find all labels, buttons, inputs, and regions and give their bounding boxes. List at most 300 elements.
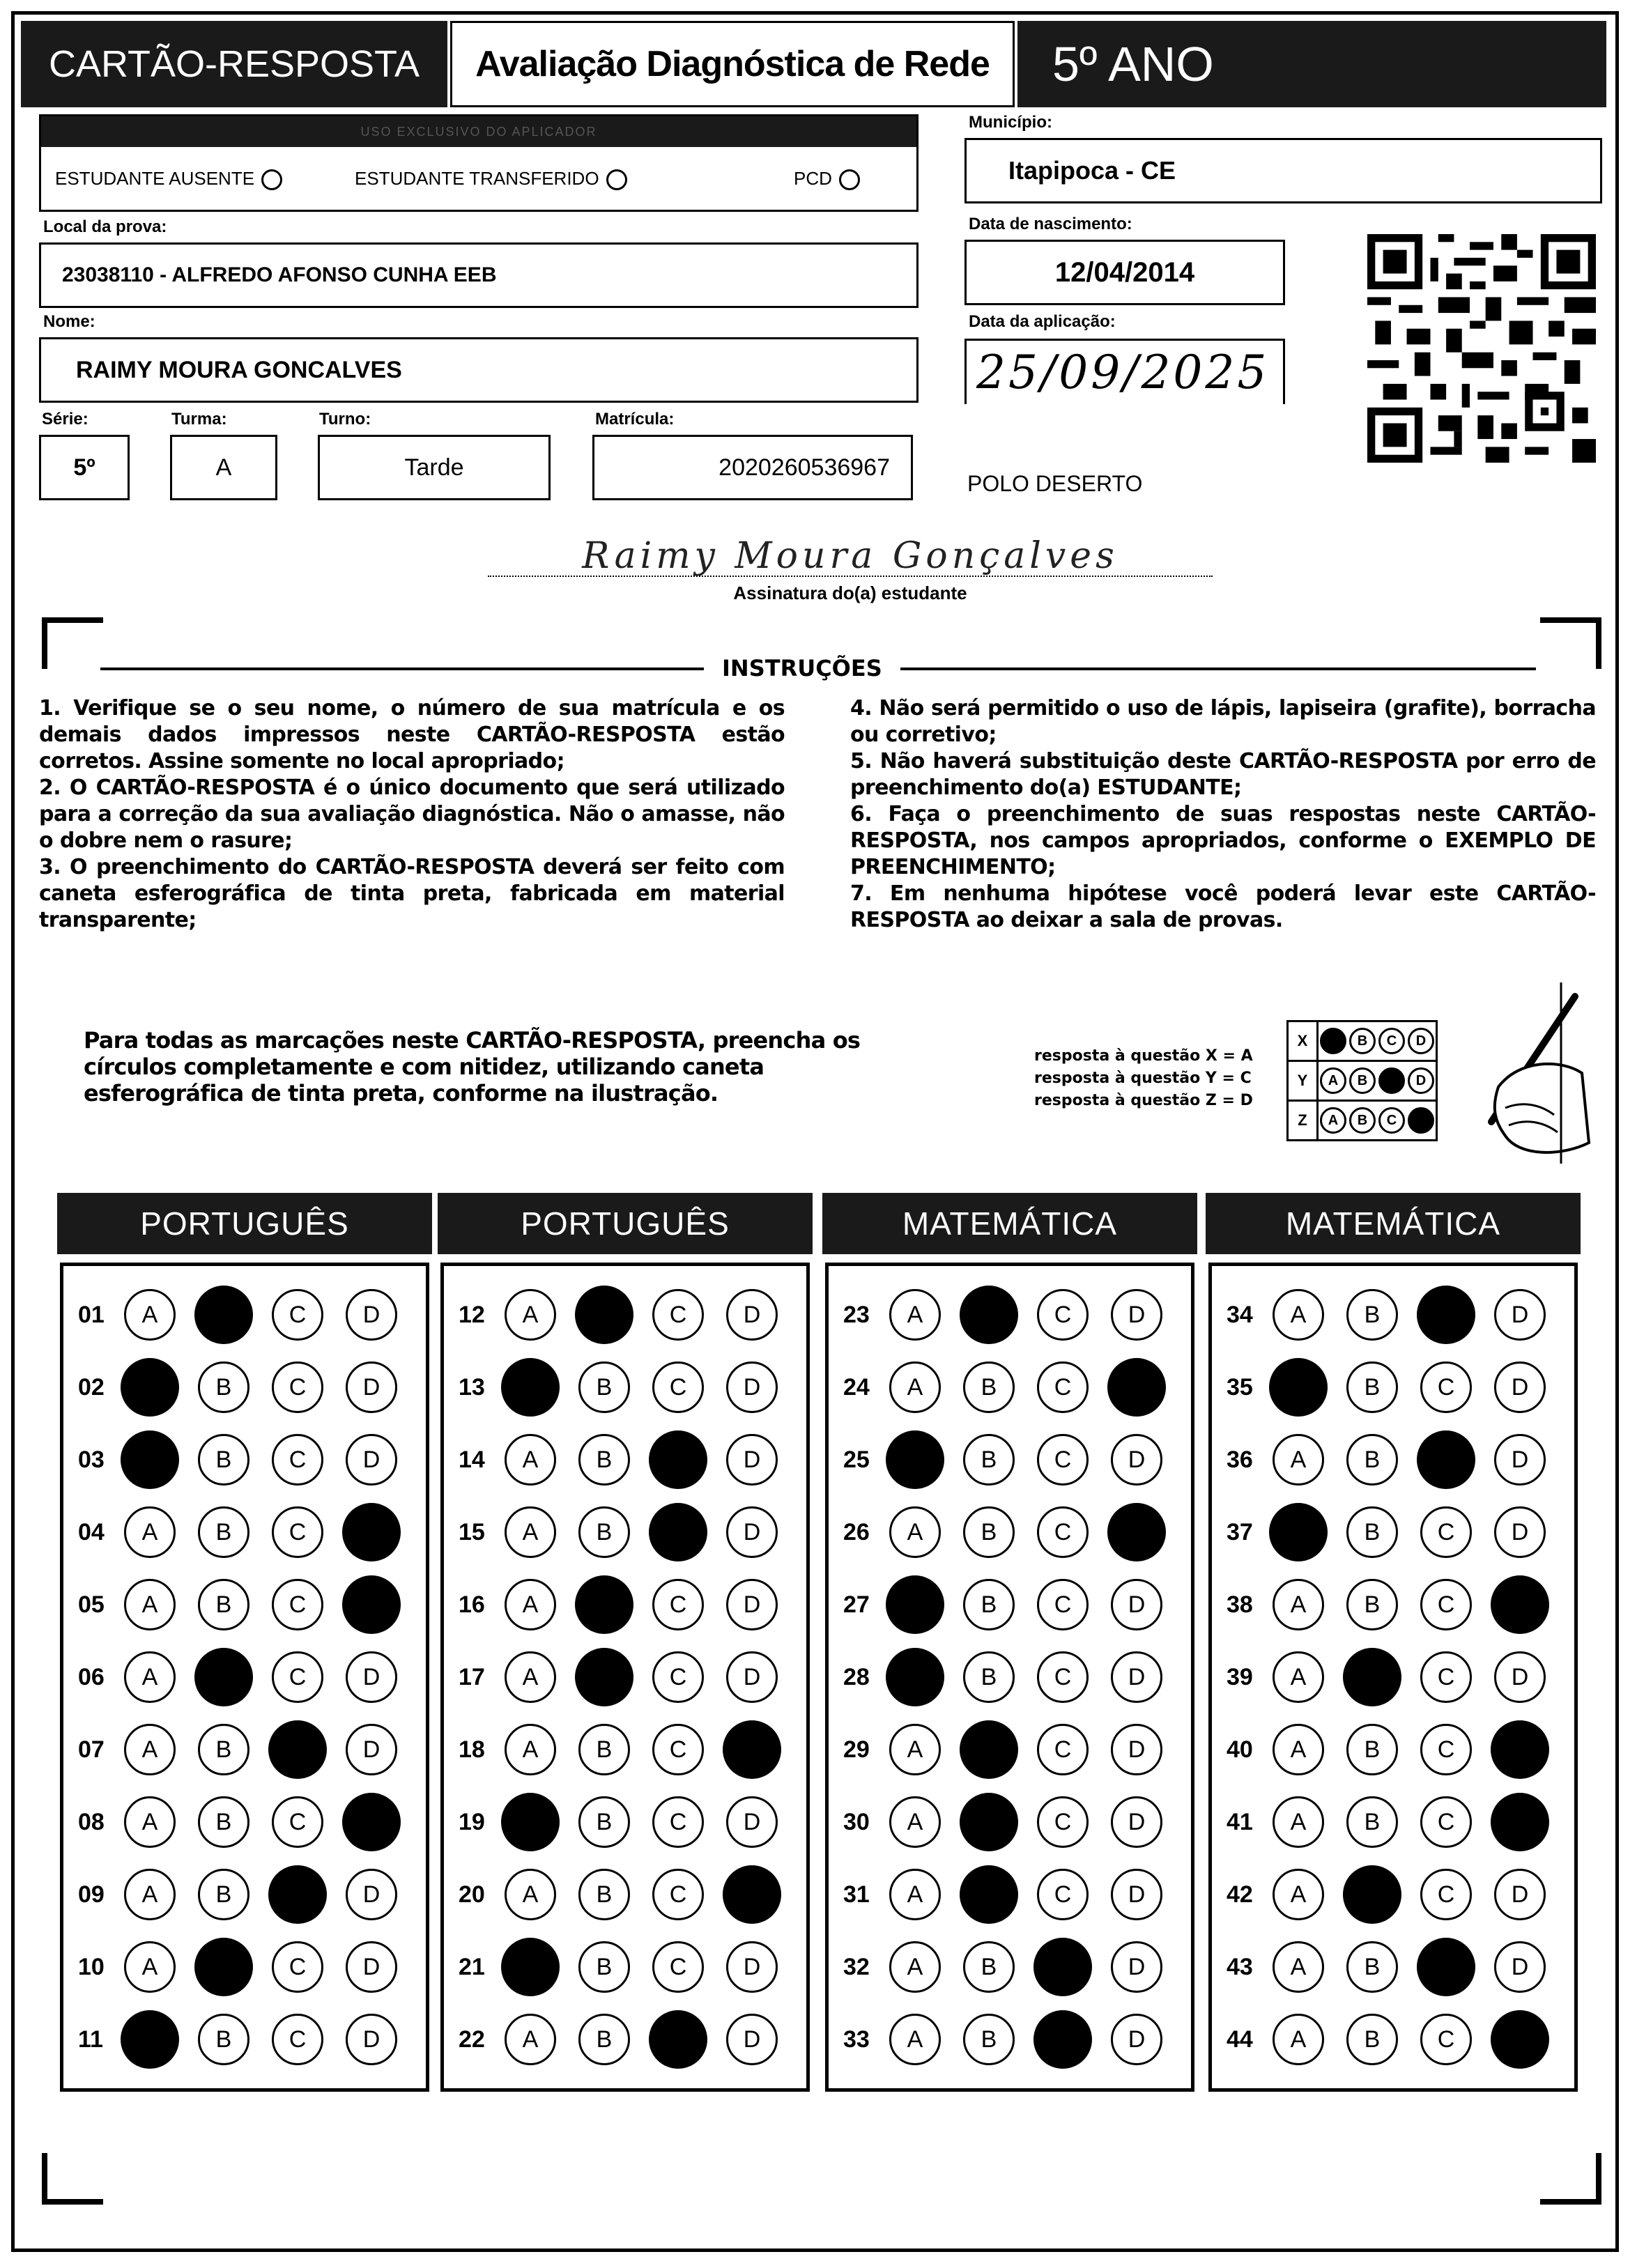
card-title: CARTÃO-RESPOSTA [21, 21, 447, 107]
question-row [843, 1794, 1185, 1850]
question-number: 40 [1227, 1736, 1253, 1763]
answer-bubble-d[interactable]: D [1111, 1724, 1162, 1775]
answer-bubble-a[interactable]: A [1273, 1796, 1324, 1848]
instruction-3: 3. O preenchimento do CARTÃO-RESPOSTA deverá ser feito com caneta esferográfica de tinta preta, fabricada em material transparente; [39, 855, 785, 932]
answer-bubble-a[interactable]: A [124, 1289, 176, 1341]
example-bubble: B [1349, 1107, 1376, 1134]
answer-bubble-b[interactable] [194, 1648, 253, 1706]
question-number: 26 [843, 1518, 870, 1545]
matricula-field: 2020260536967 [592, 435, 913, 500]
answer-bubble-a[interactable]: A [889, 1724, 941, 1775]
turma-field: A [170, 435, 277, 500]
answer-bubble-a[interactable]: A [1273, 1579, 1324, 1630]
answer-bubble-b[interactable] [960, 1793, 1018, 1851]
answer-bubble-d[interactable] [342, 1575, 401, 1634]
answer-bubble-c[interactable]: C [272, 1796, 323, 1848]
answer-bubble-b[interactable]: B [1346, 2014, 1398, 2065]
answer-bubble-a[interactable]: A [505, 1869, 556, 1920]
answer-bubble-c[interactable] [649, 2010, 707, 2069]
corner-mark-bottom-right [1540, 2153, 1601, 2205]
question-row [843, 1287, 1185, 1343]
answer-bubble-c[interactable]: C [272, 1361, 323, 1413]
answer-bubble-b[interactable]: B [198, 1724, 249, 1775]
answer-bubble-c[interactable] [1033, 2010, 1092, 2069]
answer-bubble-a[interactable] [121, 1430, 179, 1489]
answer-bubble-b[interactable]: B [198, 1361, 249, 1413]
answer-bubble-a[interactable]: A [889, 1289, 941, 1341]
answer-bubble-c[interactable]: C [272, 1434, 323, 1486]
answer-bubble-d[interactable] [723, 1720, 781, 1779]
answer-bubble-a[interactable]: A [124, 1869, 176, 1920]
answer-bubble-d[interactable]: D [726, 1941, 778, 1993]
pcd-circle[interactable] [839, 169, 860, 190]
question-number: 39 [1227, 1663, 1253, 1690]
answer-bubble-a[interactable]: A [1273, 1724, 1324, 1775]
example-line-x: resposta à questão X = A [1034, 1047, 1253, 1065]
answer-bubble-c[interactable]: C [272, 1941, 323, 1993]
example-bubble: B [1349, 1067, 1376, 1094]
example-row [1289, 1062, 1436, 1102]
answer-bubble-c[interactable]: C [652, 1579, 704, 1630]
answer-bubble-d[interactable]: D [346, 1941, 397, 1993]
answer-bubble-a[interactable]: A [505, 1579, 556, 1630]
question-number: 13 [459, 1373, 485, 1401]
answer-bubble-a[interactable] [886, 1575, 944, 1634]
instructions-title: INSTRUÇÕES [704, 655, 900, 681]
question-row [459, 1432, 800, 1488]
name-label: Nome: [43, 312, 95, 331]
turno-field: Tarde [318, 435, 551, 500]
answer-bubble-c[interactable] [1033, 1938, 1092, 1996]
answer-bubble-b[interactable]: B [1346, 1361, 1398, 1413]
answer-bubble-a[interactable]: A [889, 1941, 941, 1993]
question-number: 18 [459, 1736, 485, 1763]
answer-bubble-a[interactable]: A [505, 1651, 556, 1703]
answer-bubble-b[interactable]: B [578, 1434, 630, 1486]
question-row [78, 1359, 420, 1415]
answer-bubble-a[interactable]: A [889, 1869, 941, 1920]
answer-bubble-b[interactable]: B [1346, 1579, 1398, 1630]
pcd-option[interactable]: PCD [794, 168, 860, 190]
question-row [843, 1577, 1185, 1633]
answer-bubble-b[interactable] [575, 1575, 633, 1634]
answer-bubble-d[interactable]: D [726, 2014, 778, 2065]
question-row [1227, 1504, 1568, 1560]
question-number: 44 [1227, 2026, 1253, 2053]
applicator-banner: USO EXCLUSIVO DO APLICADOR [41, 116, 916, 147]
answer-bubble-c[interactable]: C [1420, 1869, 1472, 1920]
answer-bubble-b[interactable]: B [1346, 1434, 1398, 1486]
answer-bubble-d[interactable]: D [1111, 1289, 1162, 1341]
answer-bubble-d[interactable]: D [346, 2014, 397, 2065]
question-row [459, 2012, 800, 2067]
answer-bubble-b[interactable]: B [198, 1434, 249, 1486]
example-line-y: resposta à questão Y = C [1034, 1070, 1252, 1087]
question-row [1227, 1359, 1568, 1415]
answer-bubble-d[interactable]: D [1111, 2014, 1162, 2065]
answer-bubble-d[interactable]: D [1494, 1869, 1546, 1920]
instruction-7: 7. Em nenhuma hipótese você poderá levar este CARTÃO-RESPOSTA ao deixar a sala de provas. [850, 881, 1596, 932]
answer-bubble-b[interactable] [960, 1865, 1018, 1924]
answer-bubble-b[interactable]: B [963, 1361, 1015, 1413]
answer-bubble-a[interactable]: A [889, 1506, 941, 1558]
question-number: 11 [78, 2026, 103, 2053]
example-bubble: D [1408, 1028, 1434, 1054]
answer-bubble-c[interactable] [649, 1503, 707, 1561]
example-row-label: X [1289, 1022, 1319, 1060]
answer-bubble-d[interactable] [1107, 1358, 1166, 1417]
municipio-label: Município: [969, 113, 1052, 132]
question-row [78, 1722, 420, 1777]
answer-bubble-d[interactable]: D [1111, 1869, 1162, 1920]
question-number: 22 [459, 2026, 485, 2053]
absent-circle[interactable] [261, 169, 282, 190]
answer-bubble-a[interactable] [1269, 1358, 1328, 1417]
answer-bubble-c[interactable]: C [1420, 1724, 1472, 1775]
answer-bubble-b[interactable]: B [578, 1724, 630, 1775]
question-number: 01 [78, 1301, 105, 1328]
example-text: Para todas as marcações neste CARTÃO-RESPOSTA, preencha os círculos completamente e com nitidez, utilizando caneta esferográfica de tinta preta, conforme na ilustração. [84, 1027, 861, 1106]
answer-bubble-b[interactable]: B [198, 1579, 249, 1630]
question-row [78, 1794, 420, 1850]
answer-bubble-a[interactable] [121, 2010, 179, 2069]
answer-bubble-a[interactable] [121, 1358, 179, 1417]
answer-bubble-b[interactable] [1343, 1865, 1401, 1924]
question-row [459, 1867, 800, 1922]
answer-bubble-d[interactable]: D [346, 1651, 397, 1703]
question-row [1227, 1867, 1568, 1922]
answer-bubble-c[interactable]: C [1037, 1289, 1089, 1341]
question-row [843, 1939, 1185, 1995]
question-number: 37 [1227, 1518, 1253, 1545]
answer-bubble-a[interactable]: A [124, 1579, 176, 1630]
answer-bubble-b[interactable]: B [578, 2014, 630, 2065]
answer-bubble-d[interactable]: D [1494, 1941, 1546, 1993]
answer-bubble-b[interactable]: B [578, 1361, 630, 1413]
answer-bubble-a[interactable]: A [889, 1796, 941, 1848]
answer-bubble-a[interactable]: A [505, 2014, 556, 2065]
answer-bubble-d[interactable]: D [1111, 1651, 1162, 1703]
answer-bubble-d[interactable]: D [1494, 1506, 1546, 1558]
answer-bubble-c[interactable]: C [1420, 2014, 1472, 2065]
question-row [78, 1432, 420, 1488]
answer-bubble-b[interactable]: B [578, 1506, 630, 1558]
answer-bubble-a[interactable] [501, 1793, 560, 1851]
question-row [459, 1649, 800, 1705]
answer-bubble-c[interactable]: C [1037, 1506, 1089, 1558]
question-number: 19 [459, 1808, 485, 1835]
answer-bubble-c[interactable]: C [652, 1796, 704, 1848]
answer-bubble-a[interactable]: A [889, 1361, 941, 1413]
answer-bubble-b[interactable]: B [198, 1869, 249, 1920]
answer-bubble-c[interactable]: C [1037, 1651, 1089, 1703]
answer-bubble-b[interactable]: B [578, 1941, 630, 1993]
student-signature: Raimy Moura Gonçalves [582, 535, 1119, 577]
example-row-label: Y [1289, 1062, 1319, 1100]
local-field: 23038110 - ALFREDO AFONSO CUNHA EEB [39, 242, 919, 308]
answer-bubble-c[interactable]: C [1037, 1869, 1089, 1920]
answer-bubble-b[interactable] [194, 1938, 253, 1996]
answer-bubble-b[interactable] [194, 1286, 253, 1344]
answer-bubble-a[interactable] [501, 1358, 560, 1417]
question-row [459, 1287, 800, 1343]
answer-bubble-c[interactable] [1417, 1430, 1475, 1489]
question-row [843, 1722, 1185, 1777]
example-bubble: A [1320, 1067, 1346, 1094]
answer-bubble-d[interactable]: D [1494, 1361, 1546, 1413]
answer-bubble-d[interactable]: D [726, 1506, 778, 1558]
answer-bubble-b[interactable]: B [963, 1651, 1015, 1703]
answer-bubble-c[interactable]: C [652, 1289, 704, 1341]
question-number: 23 [843, 1301, 870, 1328]
subject-header: MATEMÁTICA [822, 1193, 1197, 1254]
answer-bubble-a[interactable]: A [1273, 1434, 1324, 1486]
question-number: 38 [1227, 1591, 1253, 1618]
answer-bubble-c[interactable]: C [272, 1579, 323, 1630]
answer-bubble-a[interactable]: A [505, 1724, 556, 1775]
transferred-circle[interactable] [606, 169, 627, 190]
answer-bubble-a[interactable]: A [124, 1724, 176, 1775]
question-row [459, 1577, 800, 1633]
question-row [843, 2012, 1185, 2067]
answer-bubble-b[interactable]: B [1346, 1941, 1398, 1993]
answer-bubble-d[interactable] [1491, 1720, 1549, 1779]
answer-bubble-b[interactable] [575, 1648, 633, 1706]
answer-bubble-a[interactable]: A [1273, 1941, 1324, 1993]
question-number: 12 [459, 1301, 485, 1328]
question-row [1227, 1577, 1568, 1633]
answer-bubble-b[interactable]: B [198, 1506, 249, 1558]
answer-bubble-c[interactable]: C [652, 1941, 704, 1993]
answer-bubble-d[interactable]: D [1111, 1941, 1162, 1993]
answer-bubble-d[interactable]: D [346, 1361, 397, 1413]
answer-bubble-c[interactable]: C [1037, 1361, 1089, 1413]
example-bubble: C [1378, 1028, 1405, 1054]
exam-title: Avaliação Diagnóstica de Rede [450, 21, 1015, 107]
question-number: 28 [843, 1663, 870, 1690]
answer-bubble-d[interactable] [1491, 2010, 1549, 2069]
instruction-5: 5. Não haverá substituição deste CARTÃO-RESPOSTA por erro de preenchimento do(a) ESTUDANTE; [850, 749, 1596, 800]
answer-bubble-d[interactable]: D [726, 1361, 778, 1413]
answer-bubble-a[interactable]: A [124, 1651, 176, 1703]
question-number: 15 [459, 1518, 485, 1545]
question-number: 32 [843, 1953, 870, 1980]
question-row [459, 1722, 800, 1777]
aplicacao-label: Data da aplicação: [969, 312, 1116, 331]
serie-field: 5º [39, 435, 130, 500]
answer-bubble-b[interactable]: B [963, 1579, 1015, 1630]
answer-bubble-c[interactable]: C [272, 1289, 323, 1341]
answer-bubble-d[interactable]: D [346, 1289, 397, 1341]
answer-bubble-a[interactable]: A [889, 2014, 941, 2065]
question-row [1227, 2012, 1568, 2067]
question-row [1227, 1939, 1568, 1995]
question-number: 31 [843, 1881, 870, 1908]
answer-bubble-d[interactable]: D [726, 1579, 778, 1630]
answer-bubble-d[interactable]: D [726, 1289, 778, 1341]
question-row [459, 1504, 800, 1560]
example-bubble [1378, 1067, 1405, 1094]
answer-bubble-c[interactable]: C [1420, 1651, 1472, 1703]
answer-bubble-c[interactable] [268, 1720, 327, 1779]
answer-bubble-a[interactable]: A [505, 1506, 556, 1558]
answer-bubble-c[interactable] [268, 1865, 327, 1924]
answer-bubble-c[interactable] [649, 1430, 707, 1489]
question-number: 34 [1227, 1301, 1253, 1328]
answer-bubble-b[interactable] [960, 1286, 1018, 1344]
answer-bubble-c[interactable]: C [652, 1869, 704, 1920]
question-number: 10 [78, 1953, 105, 1980]
question-number: 41 [1227, 1808, 1253, 1835]
answer-bubble-c[interactable] [1417, 1286, 1475, 1344]
transferred-option[interactable]: ESTUDANTE TRANSFERIDO [355, 168, 794, 190]
question-number: 27 [843, 1591, 870, 1618]
answer-bubble-b[interactable]: B [578, 1796, 630, 1848]
answer-bubble-d[interactable]: D [346, 1434, 397, 1486]
instructions-right [850, 695, 1596, 934]
serie-label: Série: [42, 410, 89, 429]
answer-bubble-a[interactable] [501, 1938, 560, 1996]
answer-bubble-b[interactable]: B [1346, 1724, 1398, 1775]
question-number: 30 [843, 1808, 870, 1835]
answer-bubble-d[interactable]: D [1111, 1579, 1162, 1630]
answer-bubble-b[interactable]: B [963, 1506, 1015, 1558]
answer-bubble-d[interactable]: D [726, 1434, 778, 1486]
question-number: 36 [1227, 1446, 1253, 1473]
answer-bubble-b[interactable]: B [1346, 1506, 1398, 1558]
answer-bubble-d[interactable] [723, 1865, 781, 1924]
answer-bubble-d[interactable]: D [1494, 1434, 1546, 1486]
answer-bubble-c[interactable]: C [1420, 1361, 1472, 1413]
answer-bubble-a[interactable]: A [505, 1434, 556, 1486]
qr-code-icon [1367, 234, 1596, 463]
answer-bubble-c[interactable]: C [652, 1724, 704, 1775]
answer-bubble-a[interactable] [886, 1648, 944, 1706]
answer-bubble-c[interactable] [1417, 1938, 1475, 1996]
answer-bubble-d[interactable] [1491, 1793, 1549, 1851]
turno-label: Turno: [319, 410, 371, 429]
answer-bubble-a[interactable]: A [1273, 1869, 1324, 1920]
nascimento-label: Data de nascimento: [969, 215, 1132, 233]
answer-bubble-a[interactable]: A [124, 1796, 176, 1848]
answer-bubble-c[interactable]: C [272, 1506, 323, 1558]
example-row [1289, 1022, 1436, 1062]
answer-bubble-a[interactable]: A [124, 1506, 176, 1558]
answer-bubble-a[interactable] [1269, 1503, 1328, 1561]
answer-bubble-c[interactable]: C [652, 1361, 704, 1413]
question-number: 09 [78, 1881, 105, 1908]
question-row [1227, 1287, 1568, 1343]
question-row [459, 1794, 800, 1850]
question-row [843, 1359, 1185, 1415]
question-number: 43 [1227, 1953, 1253, 1980]
answer-bubble-b[interactable]: B [963, 2014, 1015, 2065]
answer-bubble-d[interactable]: D [1494, 1651, 1546, 1703]
answer-bubble-d[interactable]: D [726, 1651, 778, 1703]
question-number: 05 [78, 1591, 105, 1618]
answer-bubble-c[interactable]: C [1420, 1506, 1472, 1558]
grade-label: 5º ANO [1017, 21, 1606, 107]
absent-option[interactable]: ESTUDANTE AUSENTE [55, 168, 355, 190]
question-number: 02 [78, 1373, 105, 1401]
answer-bubble-c[interactable]: C [1420, 1796, 1472, 1848]
question-row [78, 1287, 420, 1343]
answer-bubble-b[interactable]: B [1346, 1796, 1398, 1848]
example-bubble: D [1408, 1067, 1434, 1094]
answer-bubble-b[interactable]: B [963, 1941, 1015, 1993]
answer-bubble-d[interactable]: D [726, 1796, 778, 1848]
answer-bubble-b[interactable]: B [578, 1869, 630, 1920]
subject-header: PORTUGUÊS [57, 1193, 432, 1254]
answer-bubble-b[interactable]: B [963, 1434, 1015, 1486]
question-row [1227, 1722, 1568, 1777]
answer-bubble-d[interactable]: D [1111, 1434, 1162, 1486]
answer-bubble-d[interactable]: D [346, 1724, 397, 1775]
answer-bubble-a[interactable]: A [124, 1941, 176, 1993]
question-row [843, 1432, 1185, 1488]
question-number: 08 [78, 1808, 105, 1835]
answer-bubble-b[interactable]: B [198, 1796, 249, 1848]
example-bubble [1320, 1028, 1346, 1054]
answer-bubble-c[interactable]: C [1037, 1796, 1089, 1848]
answer-bubble-b[interactable]: B [198, 2014, 249, 2065]
corner-mark-top-left [42, 617, 103, 669]
answer-bubble-b[interactable] [1343, 1648, 1401, 1706]
instruction-6: 6. Faça o preenchimento de suas respostas neste CARTÃO-RESPOSTA, nos campos apropriados, conforme o EXEMPLO DE PREENCHIMENTO; [850, 802, 1596, 879]
example-bubble: B [1349, 1028, 1376, 1054]
answer-bubble-a[interactable]: A [1273, 1651, 1324, 1703]
answer-bubble-c[interactable]: C [1420, 1579, 1472, 1630]
instruction-4: 4. Não será permitido o uso de lápis, lapiseira (grafite), borracha ou corretivo; [850, 696, 1596, 747]
answer-bubble-d[interactable]: D [1494, 1289, 1546, 1341]
question-row [1227, 1649, 1568, 1705]
answer-bubble-a[interactable]: A [1273, 1289, 1324, 1341]
answer-bubble-a[interactable]: A [1273, 2014, 1324, 2065]
answer-bubble-c[interactable]: C [1037, 1724, 1089, 1775]
question-number: 21 [459, 1953, 485, 1980]
answer-bubble-d[interactable] [1107, 1503, 1166, 1561]
question-number: 16 [459, 1591, 485, 1618]
question-row [78, 1504, 420, 1560]
hand-with-pen-icon [1457, 982, 1596, 1164]
question-row [1227, 1432, 1568, 1488]
polo-label: POLO DESERTO [967, 471, 1143, 496]
subject-header: PORTUGUÊS [438, 1193, 813, 1254]
question-number: 17 [459, 1663, 485, 1690]
answer-bubble-b[interactable] [575, 1286, 633, 1344]
answer-bubble-b[interactable]: B [1346, 1289, 1398, 1341]
answer-bubble-c[interactable]: C [272, 2014, 323, 2065]
question-number: 14 [459, 1446, 485, 1473]
answer-bubble-c[interactable]: C [1037, 1434, 1089, 1486]
answer-bubble-c[interactable]: C [272, 1651, 323, 1703]
answer-bubble-d[interactable] [342, 1503, 401, 1561]
answer-bubble-c[interactable]: C [652, 1651, 704, 1703]
answer-bubble-a[interactable]: A [505, 1289, 556, 1341]
answer-bubble-d[interactable]: D [1111, 1796, 1162, 1848]
answer-bubble-a[interactable] [886, 1430, 944, 1489]
instruction-2: 2. O CARTÃO-RESPOSTA é o único documento que será utilizado para a correção da sua avaliação diagnóstica. Não o amasse, não o dobre nem o rasure; [39, 776, 785, 853]
example-legend [1034, 1045, 1253, 1112]
answer-bubble-b[interactable] [960, 1720, 1018, 1779]
question-number: 42 [1227, 1881, 1253, 1908]
answer-bubble-d[interactable] [1491, 1575, 1549, 1634]
corner-mark-bottom-left [42, 2153, 103, 2205]
question-number: 24 [843, 1373, 870, 1401]
answer-bubble-d[interactable] [342, 1793, 401, 1851]
answer-bubble-d[interactable]: D [346, 1869, 397, 1920]
answer-bubble-c[interactable]: C [1037, 1579, 1089, 1630]
